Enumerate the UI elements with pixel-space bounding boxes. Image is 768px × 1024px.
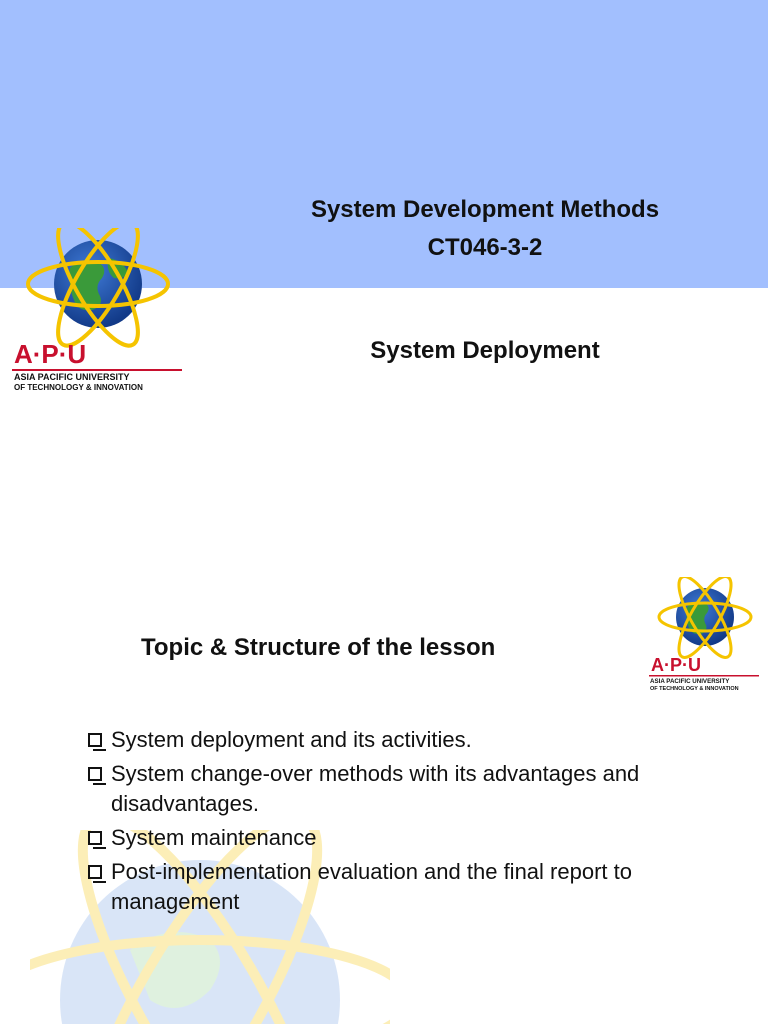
svg-text:ASIA PACIFIC UNIVERSITY: ASIA PACIFIC UNIVERSITY: [650, 678, 730, 685]
bullet-item: Post-implementation evaluation and the final report to management: [88, 857, 728, 917]
apu-logo-small: [645, 577, 763, 693]
svg-text:OF TECHNOLOGY & INNOVATION: OF TECHNOLOGY & INNOVATION: [14, 383, 143, 392]
bullet-item: System deployment and its activities.: [88, 725, 728, 755]
content-slide: [0, 520, 768, 1024]
bullet-item: System maintenance: [88, 823, 728, 853]
svg-text:A·P·U: A·P·U: [651, 655, 701, 675]
checkbox-bullet-icon: [88, 733, 102, 747]
bullet-list: [88, 725, 728, 921]
course-title: System Development Methods: [310, 196, 660, 223]
apu-letters: A·P·U: [14, 339, 87, 369]
lesson-title: System Deployment: [370, 337, 600, 364]
course-code: CT046-3-2: [427, 234, 543, 261]
slide-heading: Topic & Structure of the lesson: [141, 634, 496, 661]
apu-globe-icon: [645, 577, 763, 693]
checkbox-bullet-icon: [88, 865, 102, 879]
apu-logo: [10, 228, 185, 393]
checkbox-bullet-icon: [88, 767, 102, 781]
checkbox-bullet-icon: [88, 831, 102, 845]
apu-globe-icon: [10, 228, 185, 393]
svg-text:ASIA PACIFIC UNIVERSITY: ASIA PACIFIC UNIVERSITY: [14, 372, 130, 382]
svg-text:OF TECHNOLOGY & INNOVATION: OF TECHNOLOGY & INNOVATION: [650, 686, 739, 692]
bullet-item: System change-over methods with its advantages and disadvantages.: [88, 759, 728, 819]
